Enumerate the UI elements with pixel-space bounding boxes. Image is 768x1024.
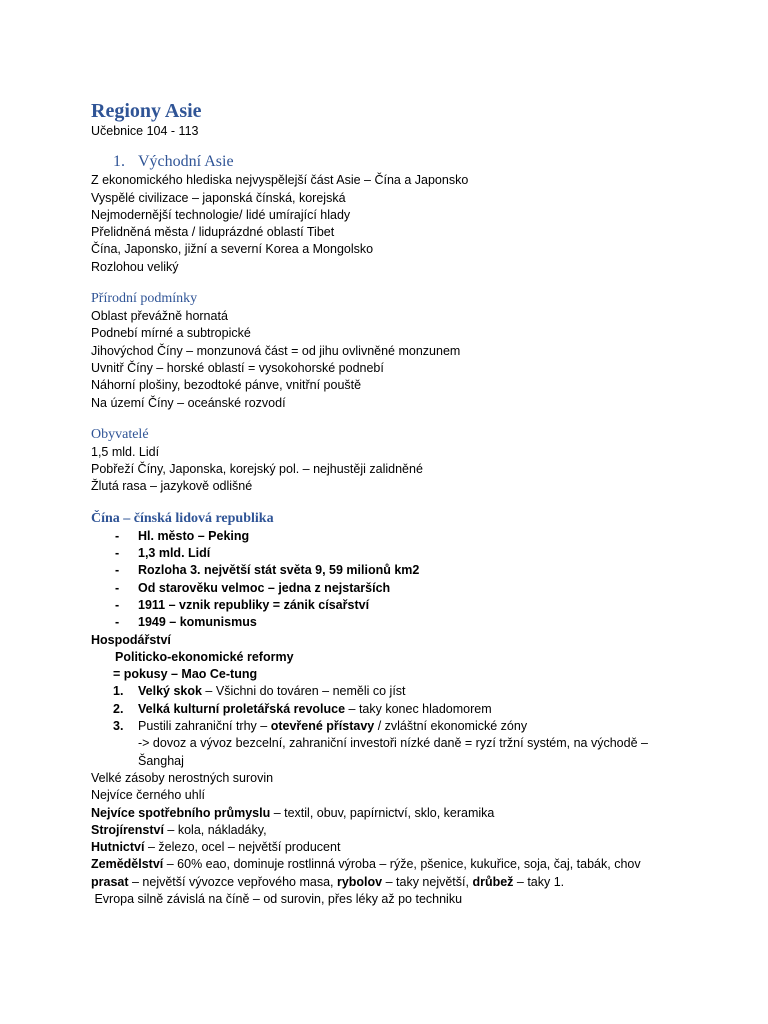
intro-line: Čína, Japonsko, jižní a severní Korea a Mongolsko — [91, 242, 374, 257]
dash-bullet: - — [115, 580, 120, 595]
fact-text: Od starověku velmoc – jedna z nejstarších — [138, 580, 391, 595]
list-item — [91, 528, 691, 545]
heading-nature: Přírodní podmínky — [91, 291, 198, 307]
step-bold: Velká kulturní proletářská revoluce — [138, 701, 346, 716]
list-item — [91, 683, 691, 700]
section-heading-east-asia — [91, 152, 691, 172]
nature-line: Podnebí mírné a subtropické — [91, 326, 251, 341]
step-bold: otevřené přístavy — [270, 719, 375, 734]
list-item — [91, 545, 691, 562]
poultry-rest: – taky 1. — [513, 874, 565, 889]
list-item — [91, 580, 691, 597]
intro-paragraph — [91, 172, 691, 276]
china-facts-list — [91, 528, 691, 632]
step-rest: / zvláštní ekonomické zóny — [374, 719, 528, 734]
step-number: 2. — [113, 701, 124, 716]
nature-line: Oblast převážně hornatá — [91, 309, 228, 324]
agriculture-bold: Zemědělství — [91, 857, 164, 872]
metallurgy-bold: Hutnictví — [91, 840, 145, 855]
metallurgy-line — [91, 839, 691, 856]
fact-text: 1,3 mld. Lidí — [138, 546, 211, 561]
step-rest: – Všichni do továren – neměli co jíst — [201, 684, 406, 699]
dash-bullet: - — [115, 563, 120, 578]
intro-line: Z ekonomického hlediska nejvyspělejší část Asie – Čína a Japonsko — [91, 173, 469, 188]
consumer-rest: – textil, obuv, papírnictví, sklo, keramika — [270, 805, 495, 820]
agriculture-rest: – 60% eao, dominuje rostlinná výroba – rýže, pšenice, kukuřice, soja, čaj, tabák, chov — [163, 857, 641, 872]
intro-line: Nejmodernější technologie/ lidé umírající hlady — [91, 207, 351, 222]
nature-paragraph — [91, 308, 691, 412]
list-item — [91, 614, 691, 631]
step-bold: Velký skok — [138, 684, 202, 699]
nature-line: Uvnitř Číny – horské oblastí = vysokohorské podnebí — [91, 360, 384, 375]
poultry-bold: drůbež — [472, 874, 514, 889]
nature-line: Náhorní plošiny, bezodtoké pánve, vnitřní pouště — [91, 378, 362, 393]
resources-line: Velké zásoby nerostných surovin — [91, 770, 274, 785]
intro-line: Vyspělé civilizace – japonská čínská, korejská — [91, 190, 346, 205]
people-paragraph — [91, 444, 691, 496]
step-number: 3. — [113, 719, 124, 734]
consumer-industry-line — [91, 805, 691, 822]
dash-bullet: - — [115, 597, 120, 612]
fact-text: Hl. město – Peking — [138, 528, 250, 543]
section-number: 1. — [113, 153, 125, 171]
people-line: Pobřeží Číny, Japonska, korejský pol. – nejhustěji zalidněné — [91, 462, 423, 477]
fact-text: 1949 – komunismus — [138, 615, 257, 630]
step3-detail-city: Šanghaj — [138, 753, 184, 768]
nature-line: Jihovýchod Číny – monzunová část = od jihu ovlivněné monzunem — [91, 343, 461, 358]
dash-bullet: - — [115, 546, 120, 561]
attempts-line: = pokusy – Mao Ce-tung — [113, 667, 258, 682]
section-title: Východní Asie — [138, 153, 234, 171]
step-pre: Pustili zahraniční trhy – — [138, 719, 271, 734]
step-rest: – taky konec hladomorem — [345, 701, 492, 716]
document-content — [91, 99, 691, 908]
list-item — [91, 597, 691, 614]
dash-bullet: - — [115, 615, 120, 630]
consumer-bold: Nejvíce spotřebního průmyslu — [91, 805, 271, 820]
economy-heading: Hospodářství — [91, 632, 171, 647]
list-item — [91, 718, 691, 735]
engineering-bold: Strojírenství — [91, 822, 164, 837]
pigs-bold: prasat — [91, 874, 129, 889]
fishing-mid: – taky největší, — [382, 874, 473, 889]
europe-line: Evropa silně závislá na číně – od surovin, přes léky až po techniku — [91, 891, 463, 906]
coal-line: Nejvíce černého uhlí — [91, 788, 205, 803]
engineering-rest: – kola, nákladáky, — [163, 822, 267, 837]
list-item — [91, 562, 691, 579]
agriculture-line — [91, 856, 691, 873]
people-line: 1,5 mld. Lidí — [91, 444, 160, 459]
step-number: 1. — [113, 684, 124, 699]
fishing-bold: rybolov — [336, 874, 383, 889]
people-line: Žlutá rasa – jazykově odlišné — [91, 479, 253, 494]
nature-line: Na území Číny – oceánské rozvodí — [91, 395, 286, 410]
fact-text: Rozloha 3. největší stát světa 9, 59 milionů km2 — [138, 563, 420, 578]
intro-line: Přelidněná města / liduprázdné oblastí Tibet — [91, 225, 335, 240]
dash-bullet: - — [115, 528, 120, 543]
page-title: Regiony Asie — [91, 100, 202, 122]
heading-people: Obyvatelé — [91, 426, 149, 442]
reforms-steps-list — [91, 683, 691, 735]
reforms-line: Politicko-ekonomické reformy — [115, 649, 294, 664]
metallurgy-rest: – železo, ocel – největší producent — [144, 840, 341, 855]
intro-line: Rozlohou veliký — [91, 259, 179, 274]
livestock-line — [91, 874, 691, 891]
list-item — [91, 701, 691, 718]
pigs-mid: – největší vývozce vepřového masa, — [128, 874, 337, 889]
step3-detail: -> dovoz a vývoz bezcelní, zahraniční investoři nízké daně = ryzí tržní systém, na východě – — [138, 736, 648, 751]
engineering-line — [91, 822, 691, 839]
page-subtitle: Učebnice 104 - 113 — [91, 124, 199, 138]
fact-text: 1911 – vznik republiky = zánik císařství — [138, 597, 370, 612]
heading-china: Čína – čínská lidová republika — [91, 510, 274, 526]
